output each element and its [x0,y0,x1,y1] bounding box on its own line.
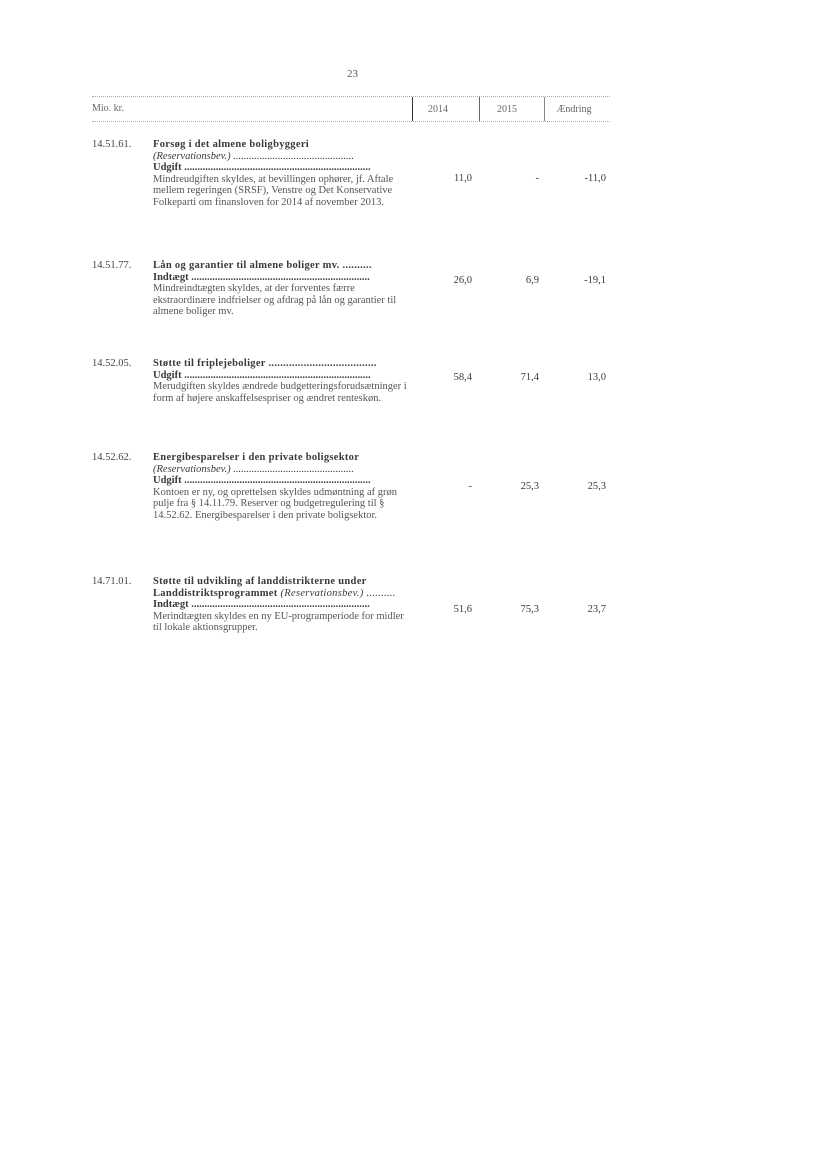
entry-description: Mindreudgiften skyldes, at bevillingen ophører, jf. Aftale mellem regeringen (SRSF), Venstre og Det Konservative Folkeparti om finansloven for 2014 af november 2013. [153,173,394,208]
column-header-2015: 2015 [497,104,517,115]
value-2014: 26,0 [453,275,472,286]
table-header [92,97,610,123]
entry-kind: Indtægt .................................................................... [153,599,370,611]
entry-description: Kontoen er ny, og oprettelsen skyldes udmøntning af grøn pulje fra § 14.11.79. Reserver og budgetregulering til § 14.52.62. Energibesparelser i den private boligsektor. [153,486,397,521]
entry-title: Forsøg i det almene boligbyggeri [153,139,309,150]
value-2015: 75,3 [520,604,539,615]
value-change: 13,0 [587,372,606,383]
value-2014: - [468,481,472,492]
entry-subtitle: (Reservationsbev.) .............................................. [153,463,355,475]
value-2015: - [535,173,539,184]
entry-description: Merudgiften skyldes ændrede budgetteringsforudsætninger i form af højere anskaffelsespriser og ændret renteskøn. [153,381,407,404]
header-bottom-rule [92,121,610,122]
entry-subtitle: (Reservationsbev.) .......... [280,587,396,599]
entry-title [153,576,411,599]
value-2015: 6,9 [525,275,539,286]
value-2015: 71,4 [520,372,539,383]
entry-title: Energibesparelser i den private boligsektor [153,452,360,463]
value-2014: 58,4 [453,372,472,383]
entry-kind: Indtægt .................................................................... [153,271,370,283]
page-number: 23 [347,68,358,80]
unit-label: Mio. kr. [92,103,124,114]
value-2014: 51,6 [453,604,472,615]
entry-kind: Udgift ....................................................................... [153,475,371,487]
account-number: 14.52.62. [92,452,132,463]
column-header-2014: 2014 [428,104,448,115]
account-number: 14.51.77. [92,260,132,271]
value-2014: 11,0 [454,173,472,184]
entry-kind: Udgift ....................................................................... [153,369,371,381]
account-number: 14.71.01. [92,576,132,587]
value-2015: 25,3 [520,481,539,492]
account-number: 14.52.05. [92,358,132,369]
entry-body [153,139,411,209]
column-header-change: Ændring [556,104,592,115]
entry-kind: Udgift ....................................................................... [153,162,371,174]
value-change: -11,0 [584,173,606,184]
entry-subtitle: (Reservationsbev.) .............................................. [153,150,355,162]
account-number: 14.51.61. [92,139,132,150]
entry-description: Mindreindtægten skyldes, at der forventes færre ekstraordinære indfrielser og afdrag på lån og garantier til almene boliger mv. [153,283,397,318]
value-change: 23,7 [587,604,606,615]
entry-body [153,576,411,634]
entry-body [153,358,411,404]
entry-body [153,452,411,522]
entry-title: Støtte til friplejeboliger ..................................... [153,358,377,369]
entry-title: Lån og garantier til almene boliger mv. .......... [153,260,372,271]
value-change: 25,3 [587,481,606,492]
entry-body [153,260,411,318]
entry-description: Merindtægten skyldes en ny EU-programperiode for midler til lokale aktionsgrupper. [153,610,404,634]
entry-title-text: Støtte til udvikling af landdistrikterne under Landdistriktsprogrammet [153,576,367,599]
header-top-rule [92,96,610,97]
value-change: -19,1 [584,275,606,286]
